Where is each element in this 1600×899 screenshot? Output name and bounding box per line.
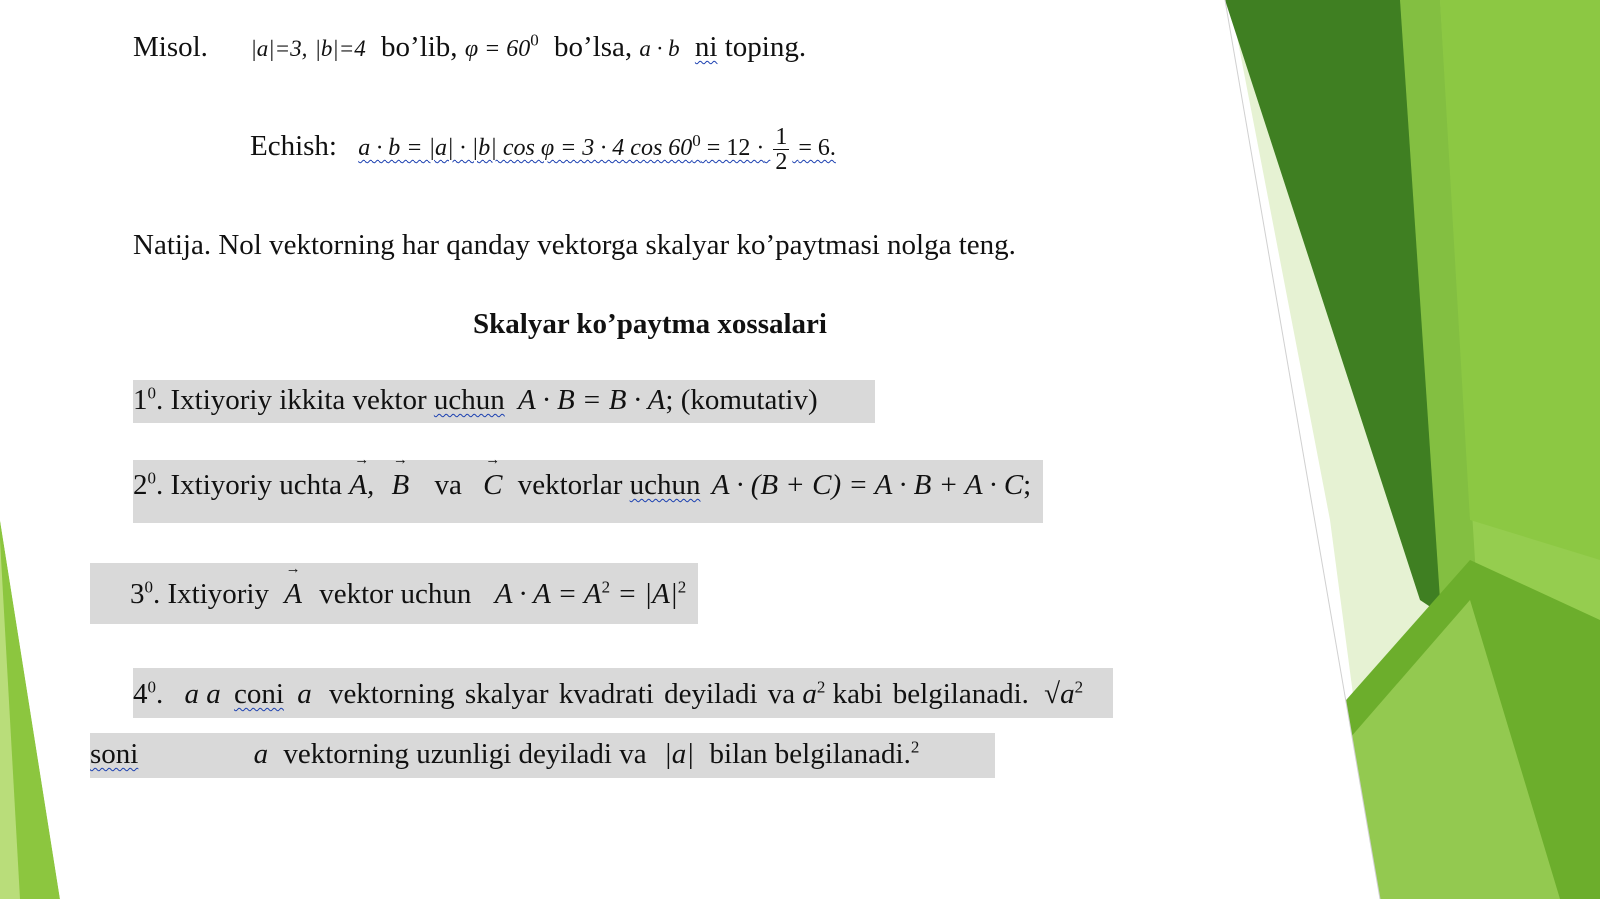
continuation-abs: |a| [663, 738, 695, 770]
property-2-formula: A · (B + C) = A · B + A · C [711, 469, 1024, 501]
word-soni: soni [90, 738, 139, 770]
property-3 [130, 577, 686, 612]
property-4-coni: coni [234, 678, 284, 710]
property-2-text: . Ixtiyoriy uchta [156, 469, 343, 501]
word-toping: toping. [724, 31, 807, 63]
property-3-tail: = |A| [617, 578, 678, 610]
property-4: $4^0$. a a coni a vektorning skalyar kvadrati deyiladi va $a^2$ kabi belgilanadi. $√a^2$ [133, 677, 1084, 710]
solution-formula [358, 124, 836, 175]
example-line [133, 30, 806, 65]
fraction-one-half [773, 125, 789, 174]
word-ni: ni [694, 31, 718, 63]
property-1-number: 1 [133, 384, 148, 416]
property-4-number: 4 [133, 678, 148, 710]
property-3-pow: 2 [601, 577, 611, 597]
fraction-numerator: 1 [775, 124, 788, 150]
property-3-formula: A · A = A [494, 578, 602, 610]
property-3-vector: → A [284, 577, 302, 612]
property-4-a1: a [297, 678, 312, 710]
continuation-sup: 2 [910, 737, 920, 757]
solution-label: Echish: [250, 130, 337, 163]
continuation-a: a [253, 738, 269, 770]
property-3-mid: vektor uchun [319, 578, 472, 610]
property-2-number: 2 [133, 469, 148, 501]
solution-line [250, 125, 836, 174]
property-1-tail: ; (komutativ) [665, 384, 818, 416]
solution-degree: 0 [692, 131, 701, 151]
vector-b: → B [392, 468, 410, 503]
section-heading: Skalyar ko’paytma xossalari [473, 308, 827, 340]
property-3-number: 3 [130, 578, 145, 610]
property-2-sup: 0 [147, 468, 156, 488]
property-4-continuation [90, 737, 919, 772]
condition-b: |b|=4 [314, 36, 366, 61]
property-1-uchun: uchun [433, 384, 505, 416]
vector-a: → A, [349, 468, 374, 503]
property-4-a2: a [802, 678, 817, 710]
continuation-text2: bilan belgilanadi. [709, 738, 911, 770]
property-1 [133, 383, 818, 418]
property-3-sup: 0 [144, 577, 153, 597]
property-3-pow2: 2 [677, 577, 687, 597]
angle-phi: φ = 60 [464, 36, 531, 62]
property-2-tail: ; [1023, 469, 1032, 501]
angle-degree: 0 [530, 30, 539, 50]
property-4-aa: a a [184, 678, 221, 710]
example-label: Misol. [133, 31, 208, 63]
word-vektorlar: vektorlar [517, 469, 623, 501]
word-bolsa: bo’lsa, [554, 31, 633, 63]
property-3-text: . Ixtiyoriy [153, 578, 269, 610]
property-2-uchun: uchun [629, 469, 701, 501]
property-4-sup: 0 [147, 677, 156, 697]
property-4-sqrt: √a [1044, 678, 1075, 710]
continuation-text1: vektorning uzunligi deyiladi va [283, 738, 647, 770]
property-4-sqrt-pow: 2 [1074, 677, 1084, 697]
property-4-text2: kabi belgilanadi. [832, 678, 1029, 710]
vector-c: → C [483, 468, 502, 503]
condition-a: |a|=3, [250, 36, 308, 61]
result-statement: Natija. Nol vektorning har qanday vektorga skalyar ko’paytmasi nolga teng. [133, 229, 1016, 261]
property-4-text1: vektorning skalyar kvadrati deyiladi va [328, 678, 796, 710]
property-2 [133, 468, 1031, 503]
property-1-sup: 0 [147, 383, 156, 403]
solution-expr-1: a · b = |a| · |b| cos φ = 3 · 4 cos 60 [358, 135, 693, 162]
fraction-denominator: 2 [775, 149, 788, 175]
word-va: va [434, 469, 462, 501]
property-1-formula: A · B = B · A [518, 384, 666, 416]
solution-expr-3: = 6. [798, 135, 836, 162]
property-4-pow: 2 [816, 677, 826, 697]
solution-expr-2: = 12 · [706, 135, 765, 162]
dot-product-ab: a · b [639, 36, 680, 61]
word-bolib: bo’lib, [381, 31, 458, 63]
property-1-text: . Ixtiyoriy ikkita vektor [156, 384, 427, 416]
